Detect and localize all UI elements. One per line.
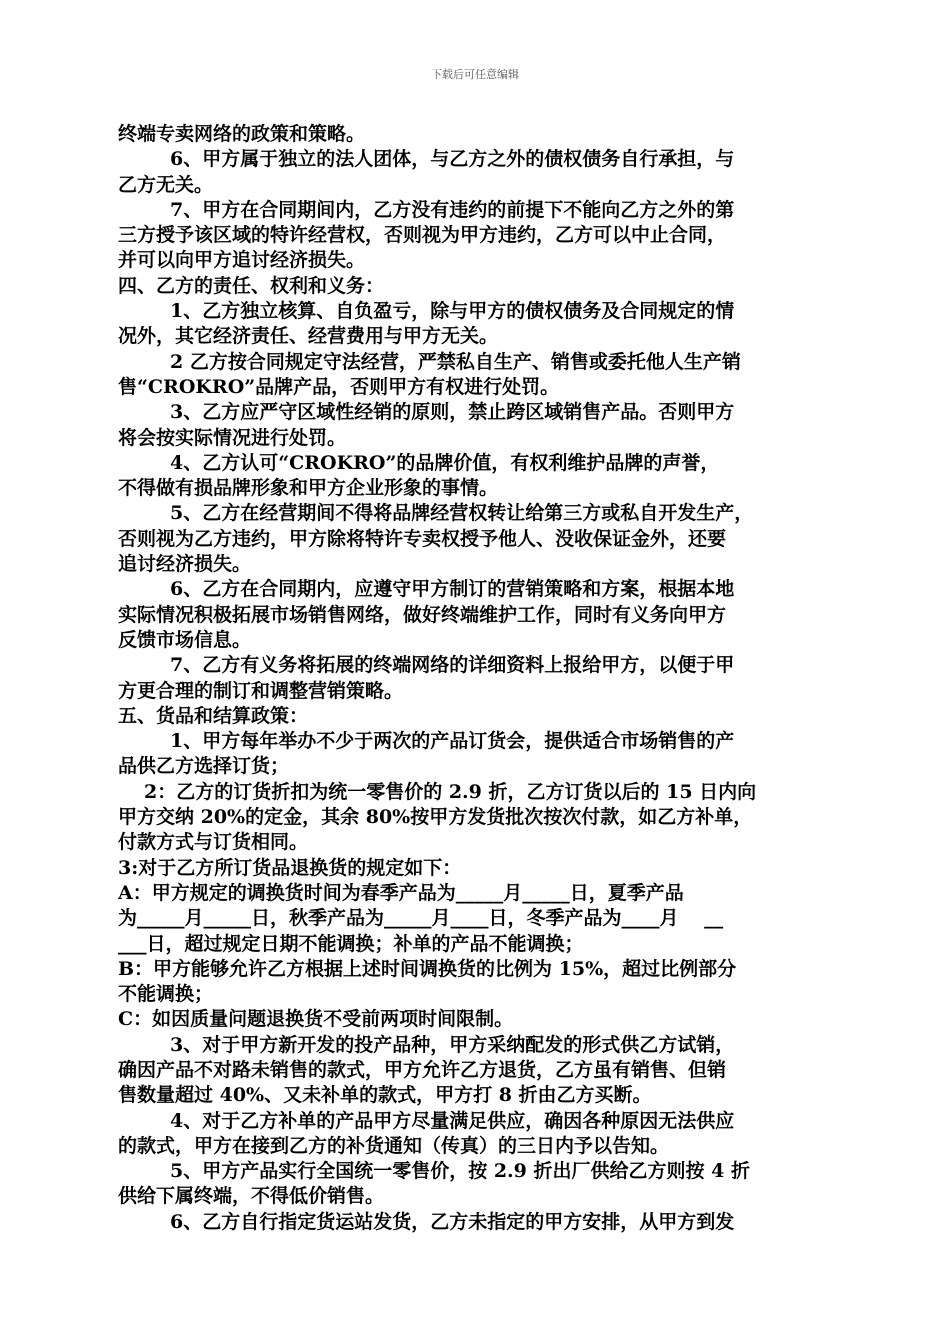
text-line: 4、对于乙方补单的产品甲方尽量满足供应，确因各种原因无法供应	[170, 1109, 735, 1132]
text-line: 6、甲方属于独立的法人团体，与乙方之外的债权债务自行承担，与	[170, 148, 735, 171]
text-line: 方更合理的制订和调整营销策略。	[118, 679, 404, 702]
text-line: 况外，其它经济责任、经营费用与甲方无关。	[118, 325, 499, 348]
page-header: 下载后可任意编辑	[431, 68, 519, 81]
text-line: 4、乙方认可“CROKRO”的品牌价值，有权利维护品牌的声誉，	[170, 451, 720, 474]
text-line: 6、乙方在合同期内，应遵守甲方制订的营销策略和方案，根据本地	[170, 578, 735, 601]
text-line: 7、乙方有义务将拓展的终端网络的详细资料上报给甲方，以便于甲	[170, 654, 735, 677]
document-body	[118, 122, 853, 1235]
text-line: 反馈市场信息。	[118, 628, 252, 651]
text-line: C：如因质量问题退换货不受前两项时间限制。	[118, 1008, 514, 1031]
text-line: A：甲方规定的调换货时间为春季产品为_____月_____日，夏季产品	[118, 881, 684, 904]
text-line: 付款方式与订货相同。	[118, 831, 309, 854]
text-line: 售数量超过 40%、又未补单的款式，甲方打 8 折由乙方买断。	[118, 1084, 652, 1107]
text-line: 否则视为乙方违约，甲方除将特许专卖权授予他人、没收保证金外，还要	[118, 527, 727, 550]
text-line: 四、乙方的责任、权利和义务：	[118, 274, 385, 297]
text-line: 为_____月_____日，秋季产品为_____月____日，冬季产品为____月 __	[118, 907, 724, 930]
text-line: 供给下属终端，不得低价销售。	[118, 1185, 385, 1208]
text-line: 将会按实际情况进行处罚。	[118, 426, 347, 449]
text-line: 3:对于乙方所订货品退换货的规定如下：	[118, 856, 462, 879]
text-line: 并可以向甲方追讨经济损失。	[118, 249, 366, 272]
text-line: 五、货品和结算政策：	[118, 704, 309, 727]
text-line: 不得做有损品牌形象和甲方企业形象的事情。	[118, 477, 499, 500]
text-line: 不能调换；	[118, 983, 214, 1006]
text-line: 追讨经济损失。	[118, 553, 252, 576]
text-line: 3、对于甲方新开发的投产品种，甲方采纳配发的形式供乙方试销，	[170, 1033, 735, 1056]
text-line: 2 乙方按合同规定守法经营，严禁私自生产、销售或委托他人生产销	[170, 350, 741, 373]
text-line: ___日，超过规定日期不能调换；补单的产品不能调换；	[118, 932, 584, 955]
text-line: 3、乙方应严守区域性经销的原则，禁止跨区域销售产品。否则甲方	[170, 401, 735, 424]
text-line: 1、乙方独立核算、自负盈亏，除与甲方的债权债务及合同规定的情	[170, 300, 735, 323]
text-line: 6、乙方自行指定货运站发货，乙方未指定的甲方安排，从甲方到发	[170, 1210, 735, 1233]
text-line: 的款式，甲方在接到乙方的补货通知（传真）的三日内予以告知。	[118, 1134, 670, 1157]
text-line: 确因产品不对路未销售的款式，甲方允许乙方退货，乙方虽有销售、但销	[118, 1058, 727, 1081]
text-line: 1、甲方每年举办不少于两次的产品订货会，提供适合市场销售的产	[170, 730, 735, 753]
text-line: 7、甲方在合同期间内，乙方没有违约的前提下不能向乙方之外的第	[170, 198, 735, 221]
text-line: 售“CROKRO”品牌产品，否则甲方有权进行处罚。	[118, 375, 560, 398]
text-line: 三方授予该区域的特许经营权，否则视为甲方违约，乙方可以中止合同，	[118, 224, 727, 247]
text-line: B：甲方能够允许乙方根据上述时间调换货的比例为 15%，超过比例部分	[118, 957, 737, 980]
text-line: 终端专卖网络的政策和策略。	[118, 123, 366, 145]
text-line: 5、甲方产品实行全国统一零售价，按 2.9 折出厂供给乙方则按 4 折	[170, 1160, 750, 1183]
text-line: 5、乙方在经营期间不得将品牌经营权转让给第三方或私自开发生产，	[170, 502, 754, 525]
text-line: 2：乙方的订货折扣为统一零售价的 2.9 折，乙方订货以后的 15 日内向	[144, 780, 757, 803]
text-line: 实际情况积极拓展市场销售网络，做好终端维护工作，同时有义务向甲方	[118, 603, 727, 626]
text-line: 品供乙方选择订货；	[118, 755, 290, 778]
text-line: 乙方无关。	[118, 173, 214, 196]
text-line: 甲方交纳 20%的定金，其余 80%按甲方发货批次按次付款，如乙方补单，	[118, 806, 753, 829]
